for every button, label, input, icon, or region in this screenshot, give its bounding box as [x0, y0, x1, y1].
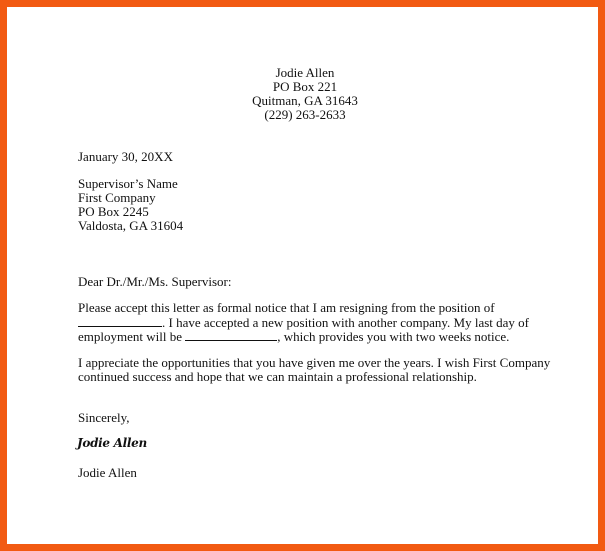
body-paragraph-1	[78, 301, 548, 343]
sender-phone: (229) 263-2633	[264, 107, 346, 122]
paragraph-line: I appreciate the opportunities that you have given me over the years. I wish First Company	[78, 355, 551, 370]
paragraph-line	[78, 315, 548, 329]
sender-block	[200, 66, 410, 122]
position-blank	[78, 315, 162, 327]
recipient-city: Valdosta, GA 31604	[78, 218, 184, 233]
recipient-address: PO Box 2245	[78, 204, 149, 219]
letter-date: January 30, 20XX	[78, 149, 173, 164]
paragraph-line	[78, 329, 548, 343]
last-day-blank	[185, 329, 277, 341]
salutation: Dear Dr./Mr./Ms. Supervisor:	[78, 274, 232, 289]
sender-city: Quitman, GA 31643	[252, 93, 358, 108]
paragraph-text: employment will be	[78, 329, 186, 344]
typed-name: Jodie Allen	[78, 465, 137, 480]
paragraph-line: continued success and hope that we can maintain a professional relationship.	[78, 369, 477, 384]
paragraph-line: Please accept this letter as formal notice that I am resigning from the position of	[78, 300, 495, 315]
recipient-title: Supervisor’s Name	[78, 176, 178, 191]
sender-address: PO Box 221	[272, 79, 338, 94]
recipient-block	[78, 177, 183, 233]
sender-name: Jodie Allen	[275, 65, 335, 80]
closing: Sincerely,	[78, 410, 130, 425]
recipient-company: First Company	[78, 190, 156, 205]
paragraph-text: . I have accepted a new position with another company. My last day of	[162, 315, 530, 330]
handwritten-signature: Jodie Allen	[77, 436, 147, 450]
body-paragraph-2	[78, 355, 551, 384]
paragraph-text: , which provides you with two weeks notice.	[277, 329, 510, 344]
